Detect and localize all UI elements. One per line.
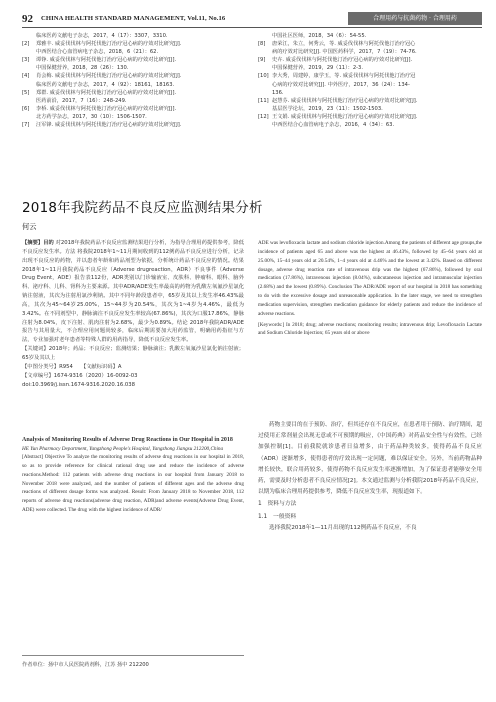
abstract-cn-line: 龄段患者中，65岁及其以上发生率46.43%最高，其次为45~64岁 <box>22 293 244 308</box>
reference-line <box>258 89 482 97</box>
reference-line <box>22 48 244 56</box>
reference-line <box>22 105 244 113</box>
abstract-cn-line: 份，ADR类别以门诊输液室、皮肤科、肿瘤科、眼科、脑外科、泌 <box>22 275 244 291</box>
clc-code: 【中图分类号】R954 【文献标识码】A <box>22 363 122 370</box>
reference-line <box>258 48 482 56</box>
abstract-cn-line: 在不同剂型中，静脉滴注不良反应发生率较高(67.86%)，其次为口服 <box>44 310 208 317</box>
reference-line <box>22 72 244 80</box>
reference-number <box>258 105 272 113</box>
reference-number <box>258 64 272 72</box>
article-author: 何云 <box>22 222 37 231</box>
reference-text: 赵慧芬. 威妥伐伐林与阿托伐他汀治疗冠心病的疗效对比研究[J]. <box>272 97 418 104</box>
reference-text: 临床医药文献电子杂志，2017，4（17）：3307，3310. <box>36 33 168 39</box>
reference-text: 北方药学杂志，2017，30（10）：1506-1507. <box>36 113 147 120</box>
english-title: Analysis of Monitoring Results of Adverse Drug Reactions in Our Hospital in 2018 <box>22 437 233 443</box>
reference-number <box>258 121 272 129</box>
abstract-cn-line: 疗科、儿科、肾科为主要来源。其中ADR/ADE发生率最高的药物为 <box>38 284 196 291</box>
author-affiliation-footnote: 作者单位：扬中市人民医院药剂科，江苏 扬中 212200 <box>22 662 149 668</box>
journal-title: CHINA HEALTH STANDARD MANAGEMENT, Vol.11, No.16 <box>41 15 226 22</box>
abstract-cn-line: 临床后期需要加大用药监管，明确用药指征与方法，专业加强对老年 <box>22 328 244 344</box>
abstract-cn-line: 乳酸左氧氟沙星氯化钠注射液，其次为注射用氯沙利钠。其中不同年 <box>22 284 244 300</box>
reference-line <box>22 97 244 105</box>
abstract-chinese <box>22 239 244 389</box>
abstract-cn-label: 【摘要】目的 <box>22 240 54 246</box>
english-keywords: [Keywords:] In 2018; drug; adverse reactions; monitoring results; intravenous drip; Levofloxacin Lactate and Sodium Chloride Injection; 65 years old or above <box>258 321 482 337</box>
reference-text: 中国保健营养，2019，29（11）：2-3. <box>272 65 363 72</box>
reference-number <box>258 32 272 40</box>
page-number: 92 <box>22 13 33 25</box>
reference-number: [8] <box>258 41 266 48</box>
english-abstract-left: [Abstract] Objective To analyze the monitoring results of adverse drug reactions in our hospital in 2018, so as to provide reference for clinical rational drug use and reduce the incidence of adverse reactions.Method: 112 patients with adverse drug reactions in our hospital from January 2018 to November 2018 were analyzed, and the number of patients of different ages and the adverse drug reactions of different dosage forms was analyzed. Result: From January 2018 to November 2018, 112 reports of adverse drug reactions(adverse drug reaction, ADR)and adverse events(Adverse Drug Event, ADE) were collected. The drug with the highest incidence of ADR/ <box>22 454 244 514</box>
reference-text: 王文娟. 威妥伐伐林与阿托伐他汀治疗冠心病的疗效对比研究[J]. <box>272 113 418 120</box>
abstract-cn-line: 合理用药提供参考，降低不良反应发生率。方法 将我院2018年1~ <box>22 240 244 255</box>
doi: doi:10.3969/j.issn.1674-9316.2020.16.038 <box>22 381 135 388</box>
reference-number <box>258 48 272 56</box>
reference-line <box>258 97 482 105</box>
reference-line <box>258 105 482 113</box>
reference-line <box>258 121 482 129</box>
abstract-cn-line: 17.86%，静脉注射为8.04%，皮下注射、肌肉注射为2.68%，最少为0.89%。 <box>22 310 244 326</box>
abstract-cn-line: reaction，ADR）不良事件（Adverse Drug Event，ADE）报告表112 <box>22 266 244 282</box>
reference-number <box>22 48 36 56</box>
reference-text: 中西医结合心血管病电子杂志，2018，6（21）：62. <box>36 49 159 56</box>
reference-text: 李大秀，周建婷，康学玉，等. 威妥伐伐林与阿托伐他汀治疗冠 <box>272 73 416 80</box>
section-heading-methods: 1 资料与方法 <box>258 501 297 508</box>
reference-number: [11] <box>258 97 269 104</box>
header-rule <box>22 27 482 28</box>
reference-text: 中国保健营养，2018，28（26）：130. <box>36 65 129 72</box>
abstract-cn-body <box>22 240 244 343</box>
english-abstract-right-column <box>258 239 482 338</box>
reference-text: 肖会梅. 威妥伐伐林与阿托伐他汀治疗冠心病的疗效对比研究[J]. <box>36 73 182 80</box>
reference-number <box>22 81 36 89</box>
abstract-cn-line: 25.00%，15~44岁为20.54%，其次为1~4岁为4.46%，最低为3.42%。 <box>22 301 245 317</box>
reference-text: 史卉. 威妥伐伐林与阿托伐他汀治疗冠心病的疗效对比研究[J]. <box>272 57 413 64</box>
reference-line <box>258 40 482 48</box>
reference-line <box>22 56 244 64</box>
reference-line <box>22 89 244 97</box>
abstract-cn-line: 结论 2018年我院ADR/ADE报告与其用量大，不合理应用问题尚较多， <box>22 319 244 335</box>
reference-line <box>22 32 244 40</box>
reference-number: [9] <box>258 57 266 64</box>
reference-number <box>258 81 272 89</box>
reference-number: [7] <box>22 122 30 129</box>
abstract-cn-line: 11月期间收到的112例药品不良反应进行分析，记录出现不良反应的 <box>22 248 244 264</box>
reference-text: 郑雅丰. 威妥伐伐林与阿托伐他汀治疗冠心病的疗效对比研究[J]. <box>36 41 182 48</box>
reference-number: [10] <box>258 73 269 80</box>
reference-number <box>258 89 272 97</box>
reference-text: 中西医结合心血管病电子杂志，2016，4（34）：63. <box>272 122 395 129</box>
reference-text: 136. <box>272 89 284 96</box>
reference-line <box>258 64 482 72</box>
reference-text: 李桥. 威妥伐伐林与阿托伐他汀治疗冠心病的疗效对比研究[J]. <box>36 105 177 112</box>
body-text-right <box>258 420 482 534</box>
reference-number <box>22 64 36 72</box>
footnote-rule <box>22 655 244 656</box>
reference-text: 心病的疗效对比研究[J]. 中外医疗，2017，36（24）：134- <box>272 81 410 88</box>
section-tag: 合理用药与抗菌药物 · 合理用药 <box>348 12 482 25</box>
section-heading-general: 1.1 一般资料 <box>258 513 297 520</box>
reference-text: 汪军锋. 威妥伐伐林与阿托伐他汀治疗冠心病的疗效对比研究[J]. <box>36 122 182 129</box>
article-number: 【文章编号】1674-9316（2020）16-0092-03 <box>22 372 138 379</box>
reference-line <box>258 113 482 121</box>
reference-line <box>22 40 244 48</box>
abstract-cn-line: 情况。结果 2018年1~11月我院药品不良反应（Adverse drug <box>22 257 244 273</box>
reference-line <box>258 56 482 64</box>
reference-number: [3] <box>22 57 30 64</box>
reference-line <box>258 81 482 89</box>
reference-text: 谭铮. 威妥伐伐林与阿托伐他汀治疗冠心病的疗效对比研究[J]. <box>36 57 177 64</box>
reference-line <box>258 72 482 80</box>
reference-number: [12] <box>258 113 269 120</box>
reference-text: 唐荣江，朱立，何秀云，等. 威妥伐伐林与阿托伐他汀治疗冠心 <box>272 41 416 48</box>
reference-number: [4] <box>22 73 30 80</box>
reference-line <box>22 113 244 121</box>
reference-number <box>22 113 36 121</box>
reference-line <box>22 64 244 72</box>
abstract-cn-line: 对2018年我院药品不良反应监测结果进行分析，为指导 <box>55 240 186 246</box>
references-right <box>258 32 482 129</box>
reference-line <box>22 81 244 89</box>
reference-number: [5] <box>22 89 30 96</box>
abstract-cn-line: 药物，并以患者年龄和药品剂型为依据，分析统计药品不良反应的 <box>59 257 217 264</box>
keywords-cn: 【关键词】2018年；药品；不良反应；监测结果；静脉滴注；乳酸左氧氟沙星氯化钠注射液；65岁及其以上 <box>22 346 244 361</box>
english-author: HE Yun Pharmacy Department, Yangzhong People's Hospital, Yangzhong Jiangsu 212200,China <box>22 445 224 452</box>
reference-text: 临床医药文献电子杂志，2017，4（92）：18161，18163. <box>36 81 175 88</box>
reference-line <box>258 32 482 40</box>
reference-number: [6] <box>22 105 30 112</box>
reference-number <box>22 97 36 105</box>
body-paragraph-materials: 选择我院2018年1—11月出现的112例药品不良反应，不良 <box>269 524 417 531</box>
reference-text: 基层医学论坛，2019，23（11）：1502-1503. <box>272 105 383 112</box>
reference-number: [2] <box>22 41 30 48</box>
english-abstract-right: ADE was levofloxacin lactate and sodium chloride injection.Among the patients of different age groups,the incidence of patients aged 65 and above was the highest at 46.43%, followed by 45–64 years old at 25.00%, 15–44 years old at 20.54%, 1–4 years old at 4.46% and the lowest at 3.42%. Based on different dosage, adverse drug reaction rate of intravenous drip was the highest (67.86%), followed by oral medication (17.86%), intravenous injection (8.04%), subcutaneous injection and intramuscular injection (2.68%) and the lowest (0.89%). Conclusion The ADR/ADE report of our hospital in 2018 has something to do with the excessive dosage and unreasonable application. In the later stage, we need to strengthen medication supervision, strengthen medication guidance for elderly patients and reduce the incidence of adverse reactions. <box>258 240 482 317</box>
reference-line <box>22 121 244 129</box>
article-title: 2018年我院药品不良反应监测结果分析 <box>22 200 263 216</box>
reference-text: 郑群. 威妥伐伐林与阿托伐他汀治疗冠心病的疗效对比研究[J]. <box>36 89 177 96</box>
reference-number <box>22 32 36 40</box>
reference-text: 病的疗效对比研究[J]. 中国医药科学，2017，7（19）：74-76. <box>272 49 417 56</box>
abstract-english <box>22 436 244 515</box>
references-left <box>22 32 244 129</box>
abstract-cn-line: 患者等特殊人群的用药指导，降低不良反应发生率。 <box>69 337 192 344</box>
body-paragraph-intro: 药物主要目的在于预防、治疗，但其还存在不良反应，在患者用于预防、治疗期间，超过使用正常剂量会出现无意或不可预期的吸应，《中国药典》对药品安全性与有效性，已经加强控制[1]。目前我院就诊患者日益增多，由于药品种类较多，使得药品不良反应（ADR）逐渐增多，使得患者的疗效出现一定问题，难以保证安全。另外，当前药物品种增长较快，联合用药较多，使得药物不良反应发生率逐渐增加，为了保证患者能够安全用药，需要及时分析患者不良反应情况[2]。本文通过监测与分析我院2018年药品不良反应，以期为临床合理用药提供参考，降低不良反应发生率，现报道如下。 <box>258 422 482 496</box>
reference-text: 医药前沿，2017，7（16）：248-249. <box>36 97 127 104</box>
reference-text: 中国社区医师，2018，34（6）：54-55. <box>272 33 367 39</box>
